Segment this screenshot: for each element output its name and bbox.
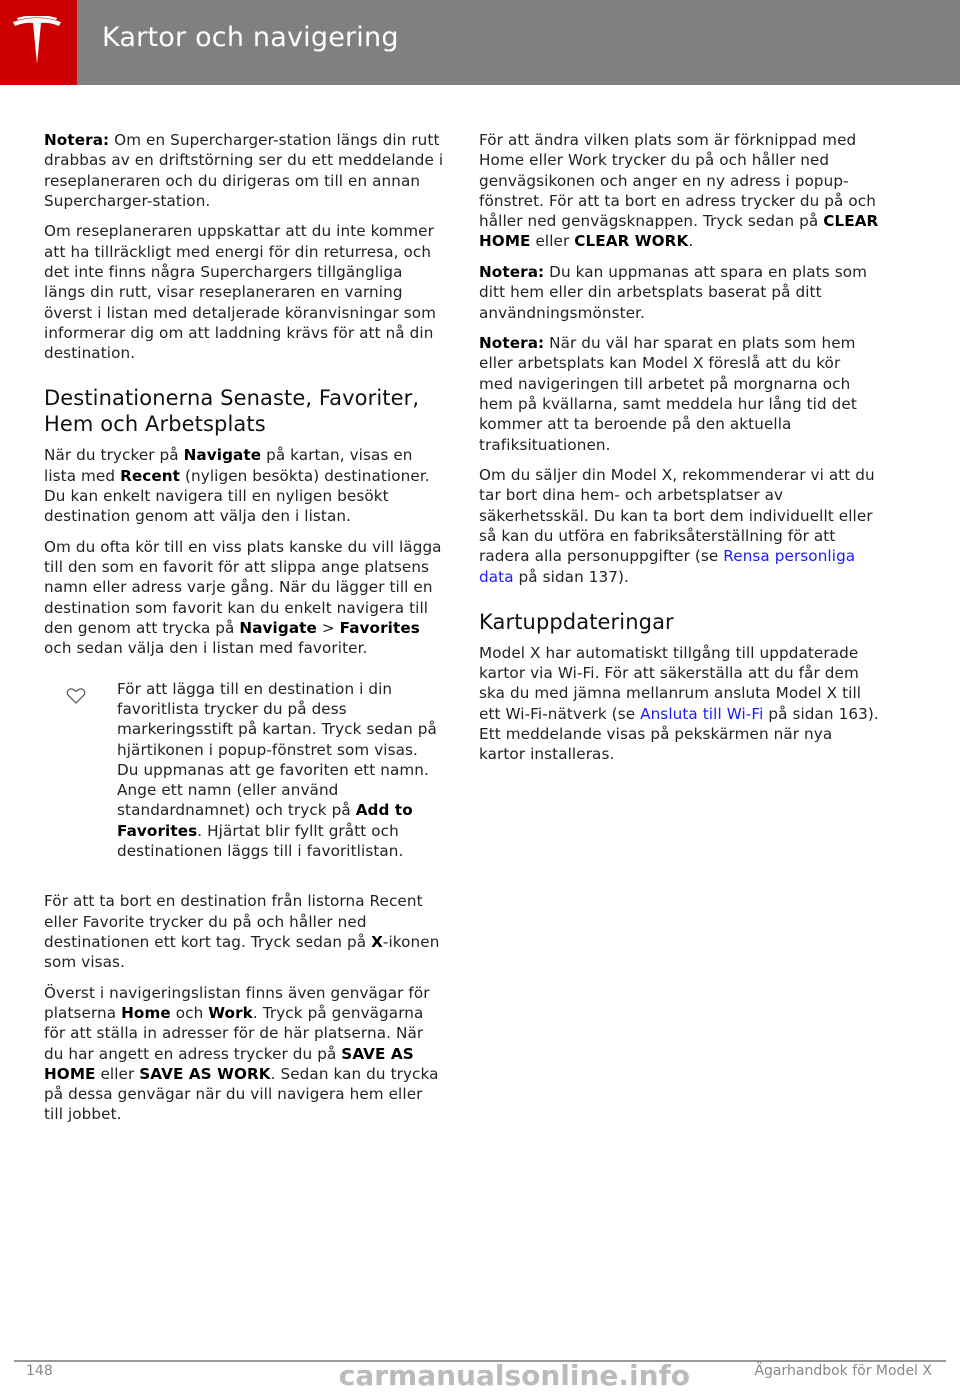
- bold-term: Notera:: [44, 131, 110, 149]
- paragraph: [479, 262, 879, 323]
- text: När du väl har sparat en plats som hem eller arbetsplats kan Model X föreslå att du kör med navigeringen till arbetet på morgnarna och hem på kvällarna, samt meddela hur lång tid det kommer att ta beroende på den aktuella trafiksituationen.: [479, 334, 857, 454]
- text: Du kan uppmanas att spara en plats som ditt hem eller din arbetsplats baserat på ditt användningsmönster.: [479, 262, 868, 322]
- text: och sedan välja den i listan med favoriter.: [44, 639, 368, 658]
- bold-term: Home: [121, 1003, 171, 1022]
- book-title: Ägarhandbok för Model X: [754, 1363, 932, 1379]
- bold-term: CLEAR HOME: [479, 212, 879, 251]
- paragraph: [44, 983, 444, 1125]
- text: Kartuppdateringar: [479, 609, 674, 634]
- page-title: Kartor och navigering: [102, 22, 399, 53]
- bold-term: Recent: [120, 466, 181, 485]
- text: på sidan 137).: [513, 567, 629, 586]
- text: och: [170, 1003, 209, 1022]
- heart-icon: [66, 687, 86, 710]
- bold-term: Navigate: [239, 619, 317, 638]
- text: på sidan 163). Ett meddelande visas på pekskärmen när nya kartor installeras.: [479, 704, 879, 764]
- bold-term: Navigate: [183, 446, 262, 465]
- text: .: [688, 232, 694, 251]
- text: Destinationerna Senaste, Favoriter, Hem och Arbetsplats: [44, 386, 420, 437]
- paragraph: [44, 130, 444, 211]
- paragraph: [44, 445, 444, 526]
- text: För att ändra vilken plats som är förknippad med Home eller Work trycker du på och håller ned genvägsikonen och anger en ny adress i popup-fönstret. För att ta bort en adress trycker du på och håller ned genvägsknappen. Tryck sedan på: [479, 131, 876, 231]
- text: (nyligen besökta) destinationer. Du kan enkelt navigera till en nyligen besökt destination genom att välja den i listan.: [44, 466, 430, 526]
- bold-term: CLEAR WORK: [574, 232, 689, 251]
- text: Överst i navigeringslistan finns även genvägar för platserna: [44, 983, 430, 1022]
- text: . Hjärtat blir fyllt grått och destinationen läggs till i favoritlistan.: [117, 821, 404, 860]
- bold-term: Add to Favorites: [117, 801, 413, 840]
- bold-term: Notera:: [479, 262, 545, 281]
- text: . Sedan kan du trycka på dessa genvägar när du vill navigera hem eller till jobbet.: [44, 1064, 439, 1124]
- text: -ikonen som visas.: [44, 932, 440, 972]
- paragraph: [44, 891, 444, 972]
- text: För att ta bort en destination från listorna Recent eller Favorite trycker du på och håller ned destinationen ett kort tag. Tryck sedan på: [44, 892, 423, 951]
- note-with-icon: [44, 679, 444, 862]
- paragraph: [479, 465, 879, 587]
- text: Om reseplaneraren uppskattar att du inte kommer att ha tillräckligt med energi för din returresa, och det inte finns några Superchargers tillgängliga längs din rutt, visar reseplaneraren en varning överst i listan med detaljerade köranvisningar som informerar dig om att laddning krävs för att nå din destination.: [44, 222, 437, 363]
- text: När du trycker på: [44, 446, 184, 465]
- cross-reference-link[interactable]: Rensa personliga data: [479, 547, 856, 586]
- text: Om du säljer din Model X, rekommenderar vi att du tar bort dina hem- och arbetsplatser av säkerhetsskäl. Du kan ta bort dem individuellt eller så kan du utföra en fabriksåterställning för att radera alla personuppgifter (se: [479, 466, 875, 566]
- left-column: [44, 130, 444, 1135]
- paragraph: [44, 221, 444, 363]
- bold-term: SAVE AS WORK: [139, 1064, 271, 1083]
- text: eller: [530, 232, 575, 251]
- paragraph: [479, 130, 879, 252]
- paragraph: [44, 537, 444, 659]
- section-heading: [44, 385, 444, 437]
- text: . Tryck på genvägarna för att ställa in adresser för de här platserna. När du har angett en adress trycker du på: [44, 1003, 424, 1063]
- bold-term: Notera:: [479, 334, 545, 353]
- watermark: carmanualsonline.info: [338, 1359, 690, 1392]
- text: För att lägga till en destination i din favoritlista trycker du på dess markeringsstift på kartan. Tryck sedan på hjärtikonen i popup-fönstret som visas. Du uppmanas att ge favoriten ett namn. Ange ett namn (eller använd standardnamnet) och tryck på: [117, 679, 437, 820]
- paragraph: [479, 333, 879, 455]
- text: eller: [95, 1064, 140, 1083]
- cross-reference-link[interactable]: Ansluta till Wi-Fi: [640, 704, 764, 723]
- text: >: [316, 619, 340, 638]
- text: Om en Supercharger-station längs din rutt drabbas av en driftstörning ser du ett meddelande i reseplaneraren och du dirigeras om till en annan Supercharger-station.: [44, 131, 444, 210]
- page-header: [0, 0, 960, 85]
- paragraph: [479, 643, 879, 765]
- bold-term: Work: [208, 1003, 253, 1022]
- bold-term: X: [371, 932, 383, 951]
- page-number: 148: [26, 1363, 53, 1379]
- bold-term: SAVE AS HOME: [44, 1044, 414, 1083]
- bold-term: Favorites: [339, 619, 420, 638]
- tesla-logo: [0, 0, 77, 85]
- text: på kartan, visas en lista med: [44, 446, 413, 485]
- text: Om du ofta kör till en viss plats kanske du vill lägga till den som en favorit för att slippa ange platsens namn eller adress varje gång. När du lägger till en destination som favorit kan du enkelt navigera till den genom att trycka på: [44, 537, 442, 638]
- right-column: [479, 130, 879, 775]
- text: Model X har automatiskt tillgång till uppdaterade kartor via Wi-Fi. För att säkerställa att du får dem ska du med jämna mellanrum ansluta Model X till ett Wi-Fi-nätverk (se: [479, 643, 862, 723]
- section-heading: [479, 609, 879, 635]
